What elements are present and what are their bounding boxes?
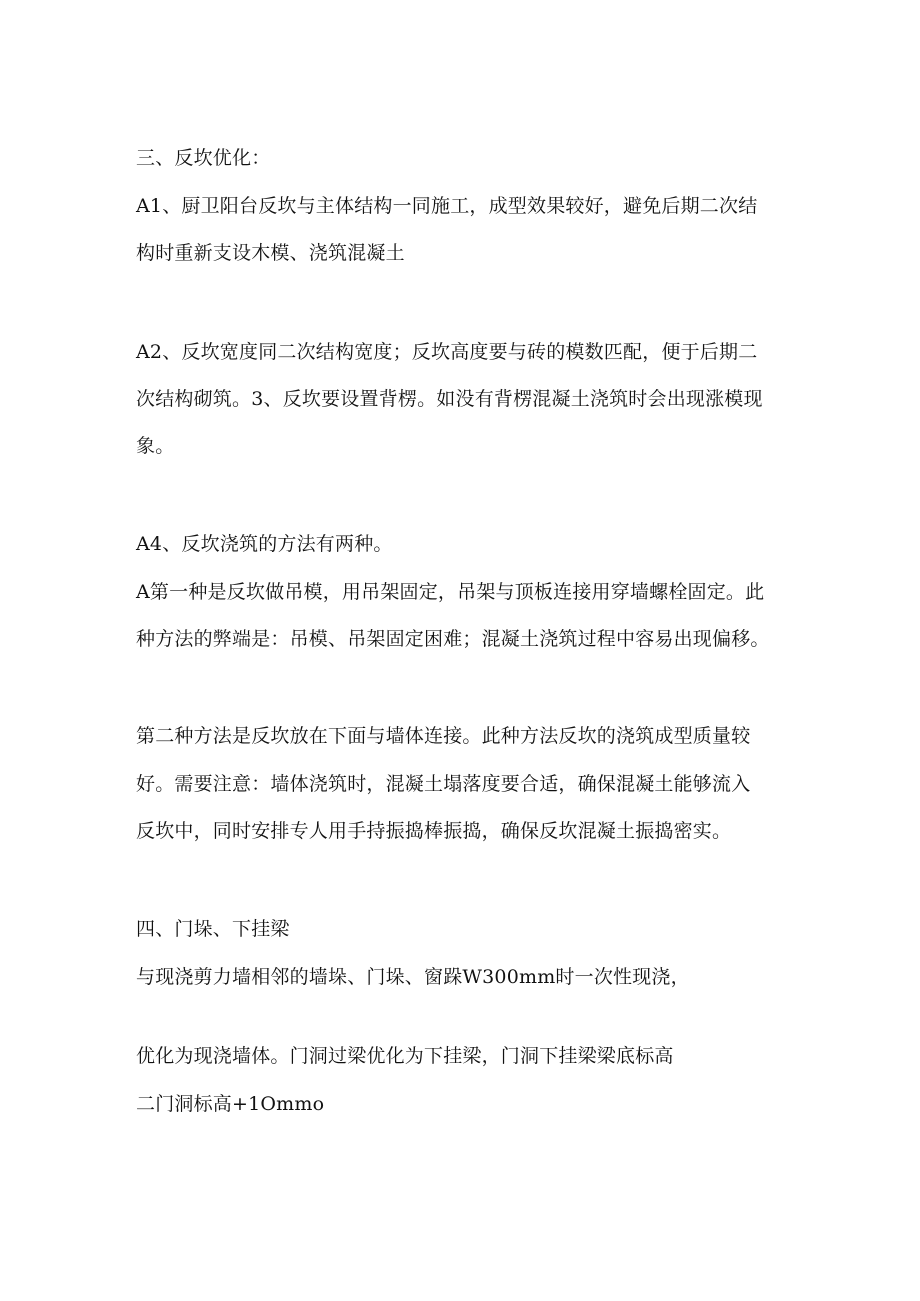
a1-line-1: A1、厨卫阳台反坎与主体结构一同施工，成型效果较好，避免后期二次结 bbox=[136, 195, 758, 217]
method2-line-1: 第二种方法是反坎放在下面与墙体连接。此种方法反坎的浇筑成型质量较 bbox=[136, 725, 751, 747]
a1-line-2: 构时重新支设木模、浇筑混凝土 bbox=[136, 242, 405, 264]
method2-line-3: 反坎中，同时安排专人用手持振捣棒振捣，确保反坎混凝土振捣密实。 bbox=[136, 820, 732, 842]
method2-line-2: 好。需要注意：墙体浇筑时，混凝土塌落度要合适，确保混凝土能够流入 bbox=[136, 773, 751, 795]
a4-heading: A4、反坎浇筑的方法有两种。 bbox=[136, 533, 393, 555]
method1-line-1: A第一种是反坎做吊模，用吊架固定，吊架与顶板连接用穿墙螺栓固定。此 bbox=[136, 581, 765, 603]
section4-line-1: 与现浇剪力墙相邻的墙垛、门垛、窗跺W300mm时一次性现浇， bbox=[136, 966, 690, 988]
section4-heading: 四、门垛、下挂梁 bbox=[136, 918, 290, 940]
a2-line-3: 象。 bbox=[136, 435, 175, 457]
a2-line-2: 次结构砌筑。3、反坎要设置背楞。如没有背楞混凝土浇筑时会出现涨模现 bbox=[136, 388, 763, 410]
section4-line-2: 优化为现浇墙体。门洞过梁优化为下挂梁，门洞下挂梁梁底标高 bbox=[136, 1045, 674, 1067]
section4-line-3: 二门洞标高+1Ommo bbox=[136, 1093, 325, 1115]
method1-line-2: 种方法的弊端是：吊模、吊架固定困难；混凝土浇筑过程中容易出现偏移。 bbox=[136, 628, 770, 650]
a2-line-1: A2、反坎宽度同二次结构宽度；反坎高度要与砖的模数匹配，便于后期二 bbox=[136, 341, 758, 363]
section3-heading: 三、反坎优化： bbox=[136, 147, 271, 169]
